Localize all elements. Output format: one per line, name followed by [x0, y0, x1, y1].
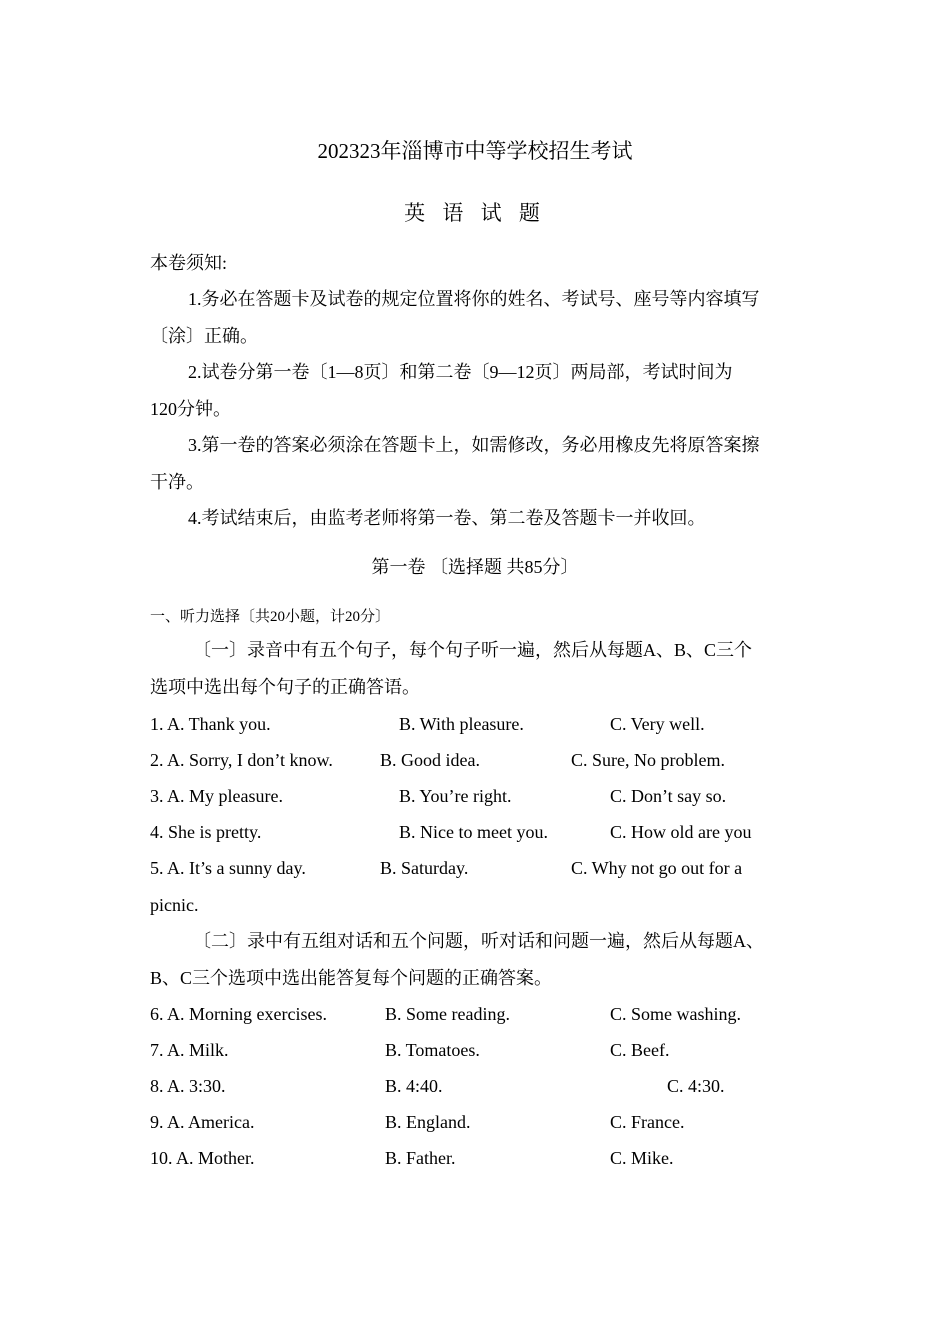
option-c: C. 4:30. — [667, 1076, 725, 1096]
option-c: C. Mike. — [610, 1148, 674, 1168]
option-b: B. Father. — [385, 1148, 456, 1168]
option-c-continuation: picnic. — [150, 895, 199, 915]
notice-item-3-line2: 干净。 — [150, 472, 204, 492]
option-b: B. You’re right. — [399, 786, 512, 806]
notice-item-1-line1: 1.务必在答题卡及试卷的规定位置将你的姓名、考试号、座号等内容填写 — [188, 289, 760, 309]
option-c: C. Some washing. — [610, 1004, 742, 1024]
part2-instruction-line1: 〔二〕录中有五组对话和五个问题，听对话和问题一遍，然后从每题A、 — [193, 931, 764, 951]
option-a: 10. A. Mother. — [150, 1148, 255, 1168]
notice-item-2-line1: 2.试卷分第一卷〔1—8页〕和第二卷〔9—12页〕两局部，考试时间为 — [188, 362, 733, 382]
option-b: B. 4:40. — [385, 1076, 443, 1096]
option-a: 5. A. It’s a sunny day. — [150, 858, 306, 878]
option-c: C. France. — [610, 1112, 685, 1132]
option-a: 2. A. Sorry, I don’t know. — [150, 750, 333, 770]
option-a: 6. A. Morning exercises. — [150, 1004, 327, 1024]
exam-subtitle: 英 语 试 题 — [404, 201, 546, 225]
volume-title: 第一卷 〔选择题 共85分〕 — [371, 557, 579, 577]
option-c: C. Beef. — [610, 1040, 670, 1060]
option-a: 9. A. America. — [150, 1112, 255, 1132]
option-c: C. Don’t say so. — [610, 786, 727, 806]
notice-item-2-line2: 120分钟。 — [150, 399, 231, 419]
option-a: 1. A. Thank you. — [150, 714, 271, 734]
option-b: B. Good idea. — [380, 750, 480, 770]
notice-item-4-line1: 4.考试结束后，由监考老师将第一卷、第二卷及答题卡一并收回。 — [188, 508, 706, 528]
option-b: B. Nice to meet you. — [399, 822, 548, 842]
option-b: B. Saturday. — [380, 858, 469, 878]
section-heading: 一、听力选择〔共20小题，计20分〕 — [150, 609, 391, 625]
option-c: C. Very well. — [610, 714, 705, 734]
option-b: B. With pleasure. — [399, 714, 524, 734]
notice-item-3-line1: 3.第一卷的答案必须涂在答题卡上，如需修改，务必用橡皮先将原答案擦 — [188, 435, 760, 455]
option-a: 7. A. Milk. — [150, 1040, 229, 1060]
option-a: 8. A. 3:30. — [150, 1076, 226, 1096]
part2-instruction-line2: B、C三个选项中选出能答复每个问题的正确答案。 — [150, 968, 553, 988]
option-b: B. Tomatoes. — [385, 1040, 480, 1060]
exam-title: 202323年淄博市中等学校招生考试 — [317, 139, 633, 163]
notice-heading: 本卷须知: — [150, 253, 228, 273]
option-c: C. Why not go out for a — [571, 858, 743, 878]
option-a: 4. She is pretty. — [150, 822, 262, 842]
notice-item-1-line2: 〔涂〕正确。 — [150, 326, 258, 346]
option-b: B. England. — [385, 1112, 471, 1132]
option-c: C. Sure, No problem. — [571, 750, 725, 770]
option-b: B. Some reading. — [385, 1004, 510, 1024]
part1-instruction-line1: 〔一〕录音中有五个句子，每个句子听一遍，然后从每题A、B、C三个 — [193, 640, 753, 660]
part1-instruction-line2: 选项中选出每个句子的正确答语。 — [150, 677, 420, 697]
option-c: C. How old are you — [610, 822, 752, 842]
option-a: 3. A. My pleasure. — [150, 786, 283, 806]
